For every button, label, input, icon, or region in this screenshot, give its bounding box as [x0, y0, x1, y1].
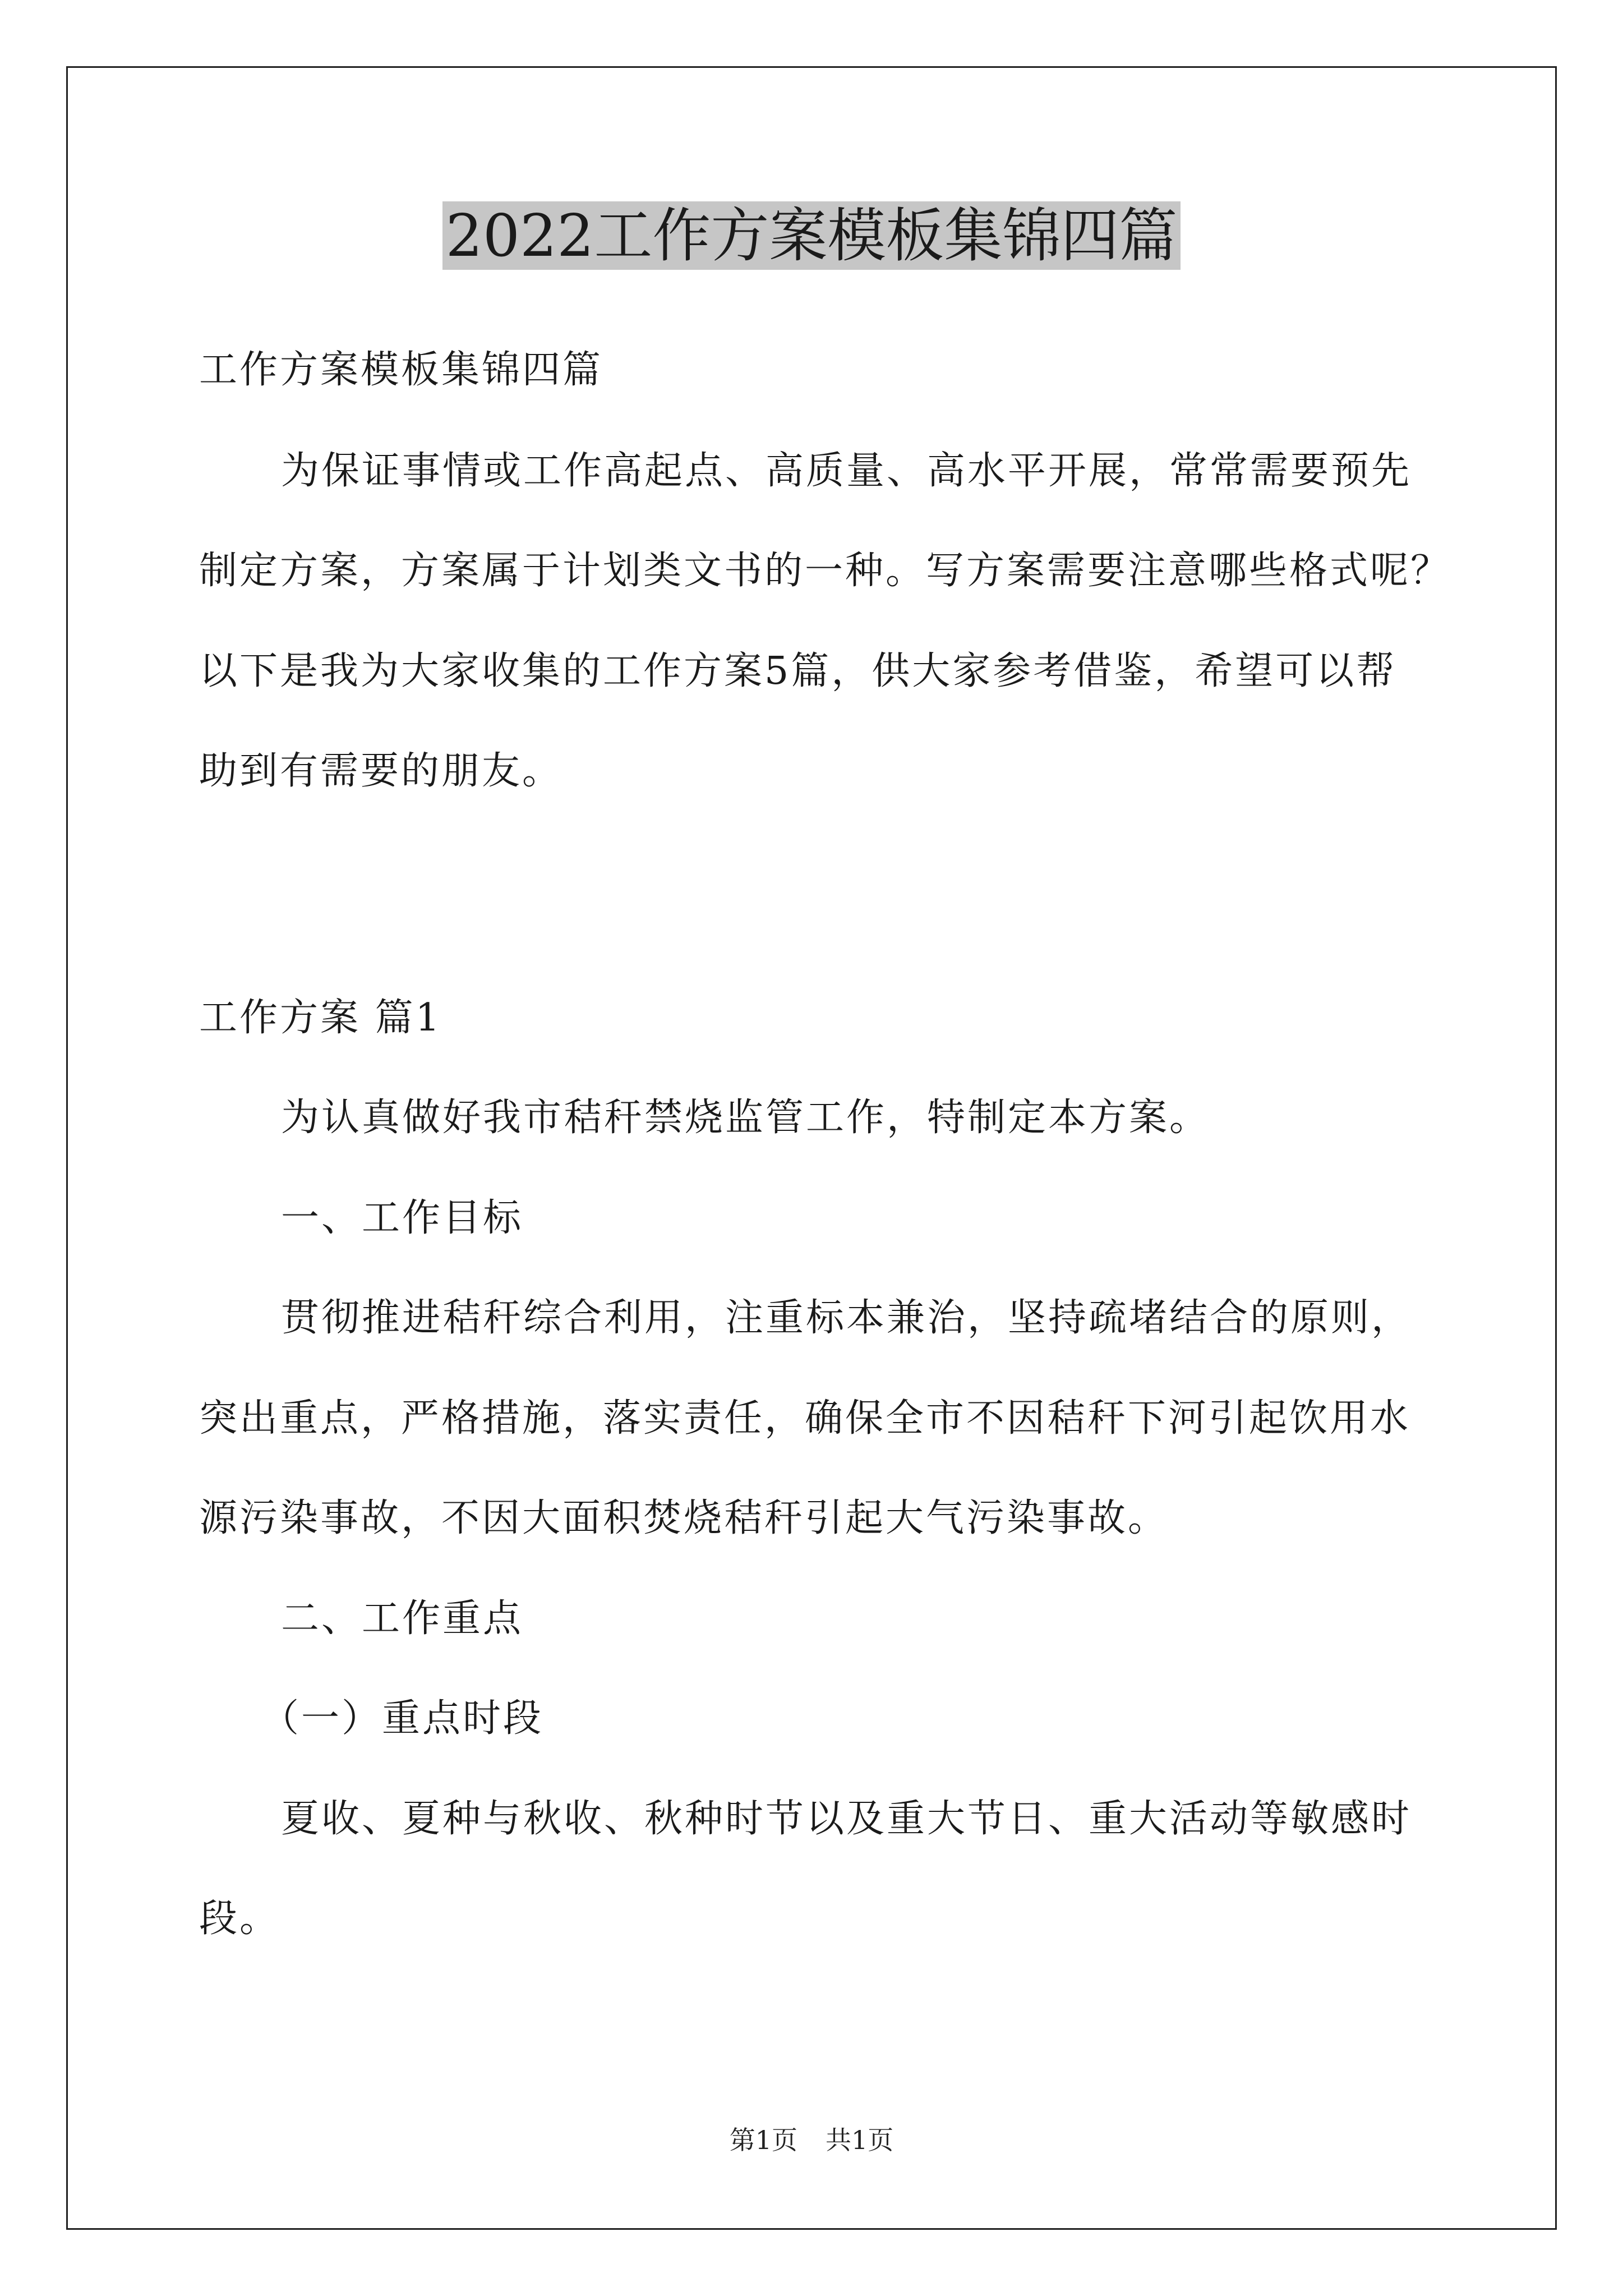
- document-title-text: 2022工作方案模板集锦四篇: [442, 201, 1181, 270]
- goal-line-2: 突出重点，严格措施，落实责任，确保全市不因秸秆下河引起饮用水: [199, 1396, 1411, 1441]
- heading-work-focus: 二、工作重点: [281, 1596, 524, 1641]
- intro-line-4: 助到有需要的朋友。: [199, 749, 563, 793]
- intro-line-3: 以下是我为大家收集的工作方案5篇，供大家参考借鉴，希望可以帮: [199, 649, 1397, 693]
- section-heading: 工作方案 篇1: [199, 996, 442, 1040]
- page-number-total: 共1页: [826, 2125, 894, 2155]
- heading-work-goal: 一、工作目标: [281, 1196, 524, 1240]
- subheading-key-period: （一）重点时段: [261, 1696, 544, 1741]
- page-footer: [0, 2120, 1623, 2160]
- goal-line-1: 贯彻推进秸秆综合利用，注重标本兼治，坚持疏堵结合的原则，: [281, 1296, 1412, 1340]
- document-title: [0, 194, 1623, 278]
- intro-line-2: 制定方案，方案属于计划类文书的一种。写方案需要注意哪些格式呢？: [199, 549, 1451, 593]
- section-intro: 为认真做好我市秸秆禁烧监管工作，特制定本方案。: [281, 1096, 1210, 1140]
- goal-line-3: 源污染事故，不因大面积焚烧秸秆引起大气污染事故。: [199, 1496, 1169, 1540]
- period-line-1: 夏收、夏种与秋收、秋种时节以及重大节日、重大活动等敏感时: [281, 1797, 1412, 1841]
- intro-line-1: 为保证事情或工作高起点、高质量、高水平开展，常常需要预先: [281, 449, 1412, 493]
- period-line-2: 段。: [199, 1897, 280, 1941]
- document-subtitle: 工作方案模板集锦四篇: [199, 348, 603, 392]
- page-number-current: 第1页: [729, 2125, 797, 2155]
